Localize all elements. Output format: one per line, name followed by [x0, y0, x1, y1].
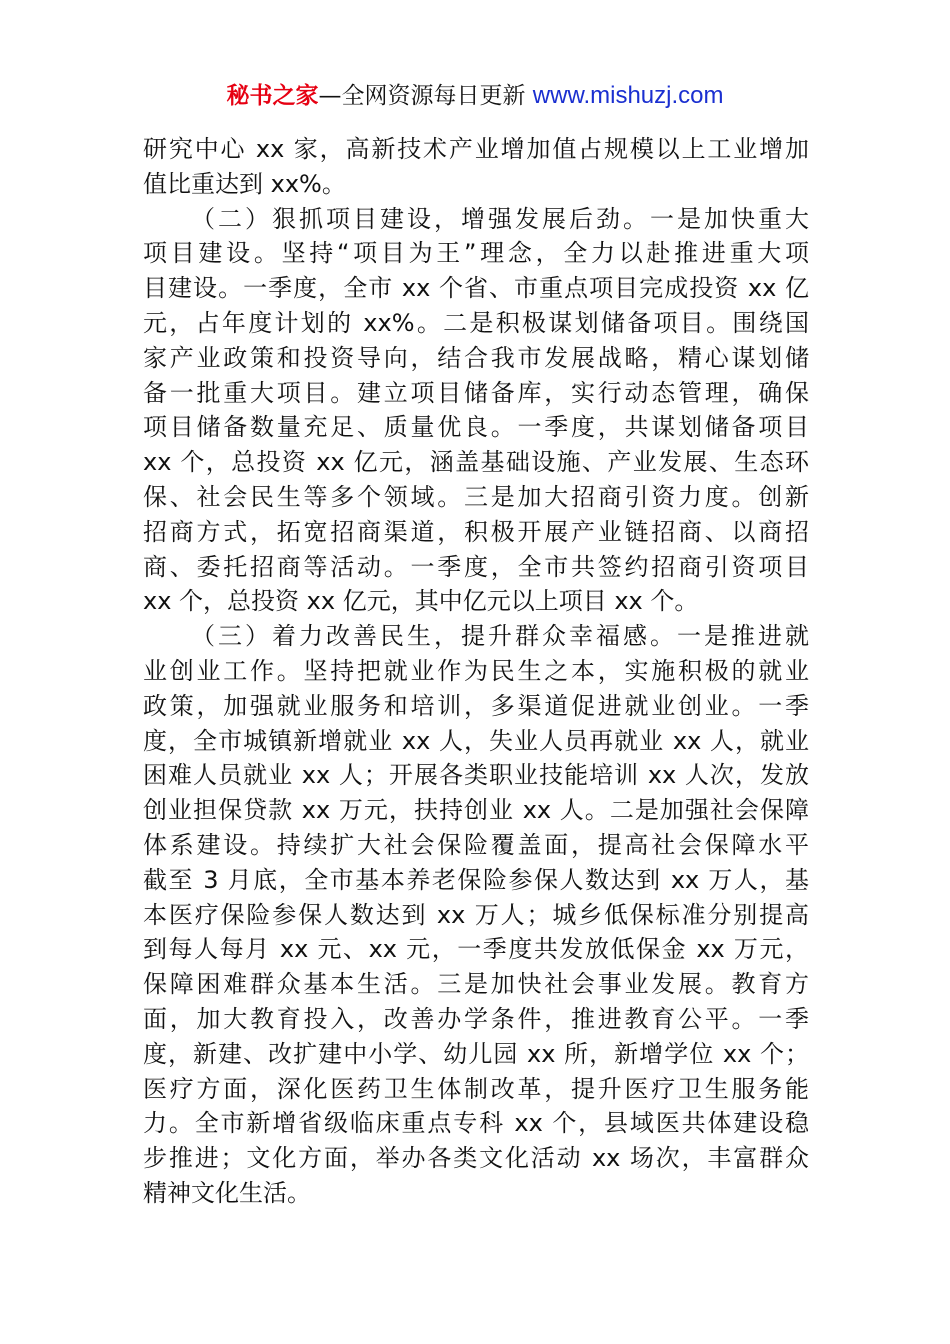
text-line: 目建设。一季度，全市 xx 个省、市重点项目完成投资 xx 亿: [143, 274, 809, 303]
text-line: 商、委托招商等活动。一季度，全市共签约招商引资项目: [143, 552, 809, 581]
text-line: 度，新建、改扩建中小学、幼儿园 xx 所，新增学位 xx 个；: [143, 1039, 809, 1068]
text-line: 项目建设。坚持“项目为王”理念，全力以赴推进重大项: [143, 239, 809, 268]
text-line: xx 个，总投资 xx 亿元，涵盖基础设施、产业发展、生态环: [143, 448, 809, 477]
text-line: 值比重达到 xx%。: [143, 169, 346, 198]
website-link[interactable]: www.mishuzj.com: [532, 82, 724, 109]
text-line: （二）狠抓项目建设，增强发展后劲。一是加快重大: [191, 204, 809, 233]
text-line: 截至 3 月底，全市基本养老保险参保人数达到 xx 万人，基: [143, 865, 809, 894]
text-line: 备一批重大项目。建立项目储备库，实行动态管理，确保: [143, 378, 809, 407]
text-line: 项目储备数量充足、质量优良。一季度，共谋划储备项目: [143, 413, 809, 442]
text-line: 度，全市城镇新增就业 xx 人，失业人员再就业 xx 人，就业: [143, 726, 809, 755]
text-line: 力。全市新增省级临床重点专科 xx 个，县域医共体建设稳: [143, 1109, 809, 1138]
text-line: 到每人每月 xx 元、xx 元，一季度共发放低保金 xx 万元，: [143, 935, 809, 964]
text-line: 政策，加强就业服务和培训，多渠道促进就业创业。一季: [143, 691, 809, 720]
text-line: 创业担保贷款 xx 万元，扶持创业 xx 人。二是加强社会保障: [143, 796, 809, 825]
text-line: 步推进；文化方面，举办各类文化活动 xx 场次，丰富群众: [143, 1144, 809, 1173]
text-line: 保障困难群众基本生活。三是加快社会事业发展。教育方: [143, 970, 809, 999]
text-line: 困难人员就业 xx 人；开展各类职业技能培训 xx 人次，发放: [143, 761, 809, 790]
text-line: 保、社会民生等多个领域。三是加大招商引资力度。创新: [143, 482, 809, 511]
text-line: 业创业工作。坚持把就业作为民生之本，实施积极的就业: [143, 656, 809, 685]
text-line: 元，占年度计划的 xx%。二是积极谋划储备项目。围绕国: [143, 308, 809, 337]
brand-name: 秘书之家: [226, 83, 319, 109]
text-line: （三）着力改善民生，提升群众幸福感。一是推进就: [191, 622, 809, 651]
document-body: [143, 132, 809, 1211]
text-line: 本医疗保险参保人数达到 xx 万人；城乡低保标准分别提高: [143, 900, 809, 929]
text-line: 体系建设。持续扩大社会保险覆盖面，提高社会保障水平: [143, 830, 809, 859]
text-line: 家产业政策和投资导向，结合我市发展战略，精心谋划储: [143, 343, 809, 372]
page-header: [0, 80, 950, 112]
header-tagline: —全网资源每日更新: [318, 83, 533, 109]
text-line: 面，加大教育投入，改善办学条件，推进教育公平。一季: [143, 1004, 809, 1033]
text-line: 招商方式，拓宽招商渠道，积极开展产业链招商、以商招: [143, 517, 809, 546]
text-line: 医疗方面，深化医药卫生体制改革，提升医疗卫生服务能: [143, 1074, 809, 1103]
text-line: xx 个，总投资 xx 亿元，其中亿元以上项目 xx 个。: [143, 587, 699, 616]
text-line: 精神文化生活。: [143, 1178, 311, 1207]
text-line: 研究中心 xx 家，高新技术产业增加值占规模以上工业增加: [143, 135, 809, 163]
